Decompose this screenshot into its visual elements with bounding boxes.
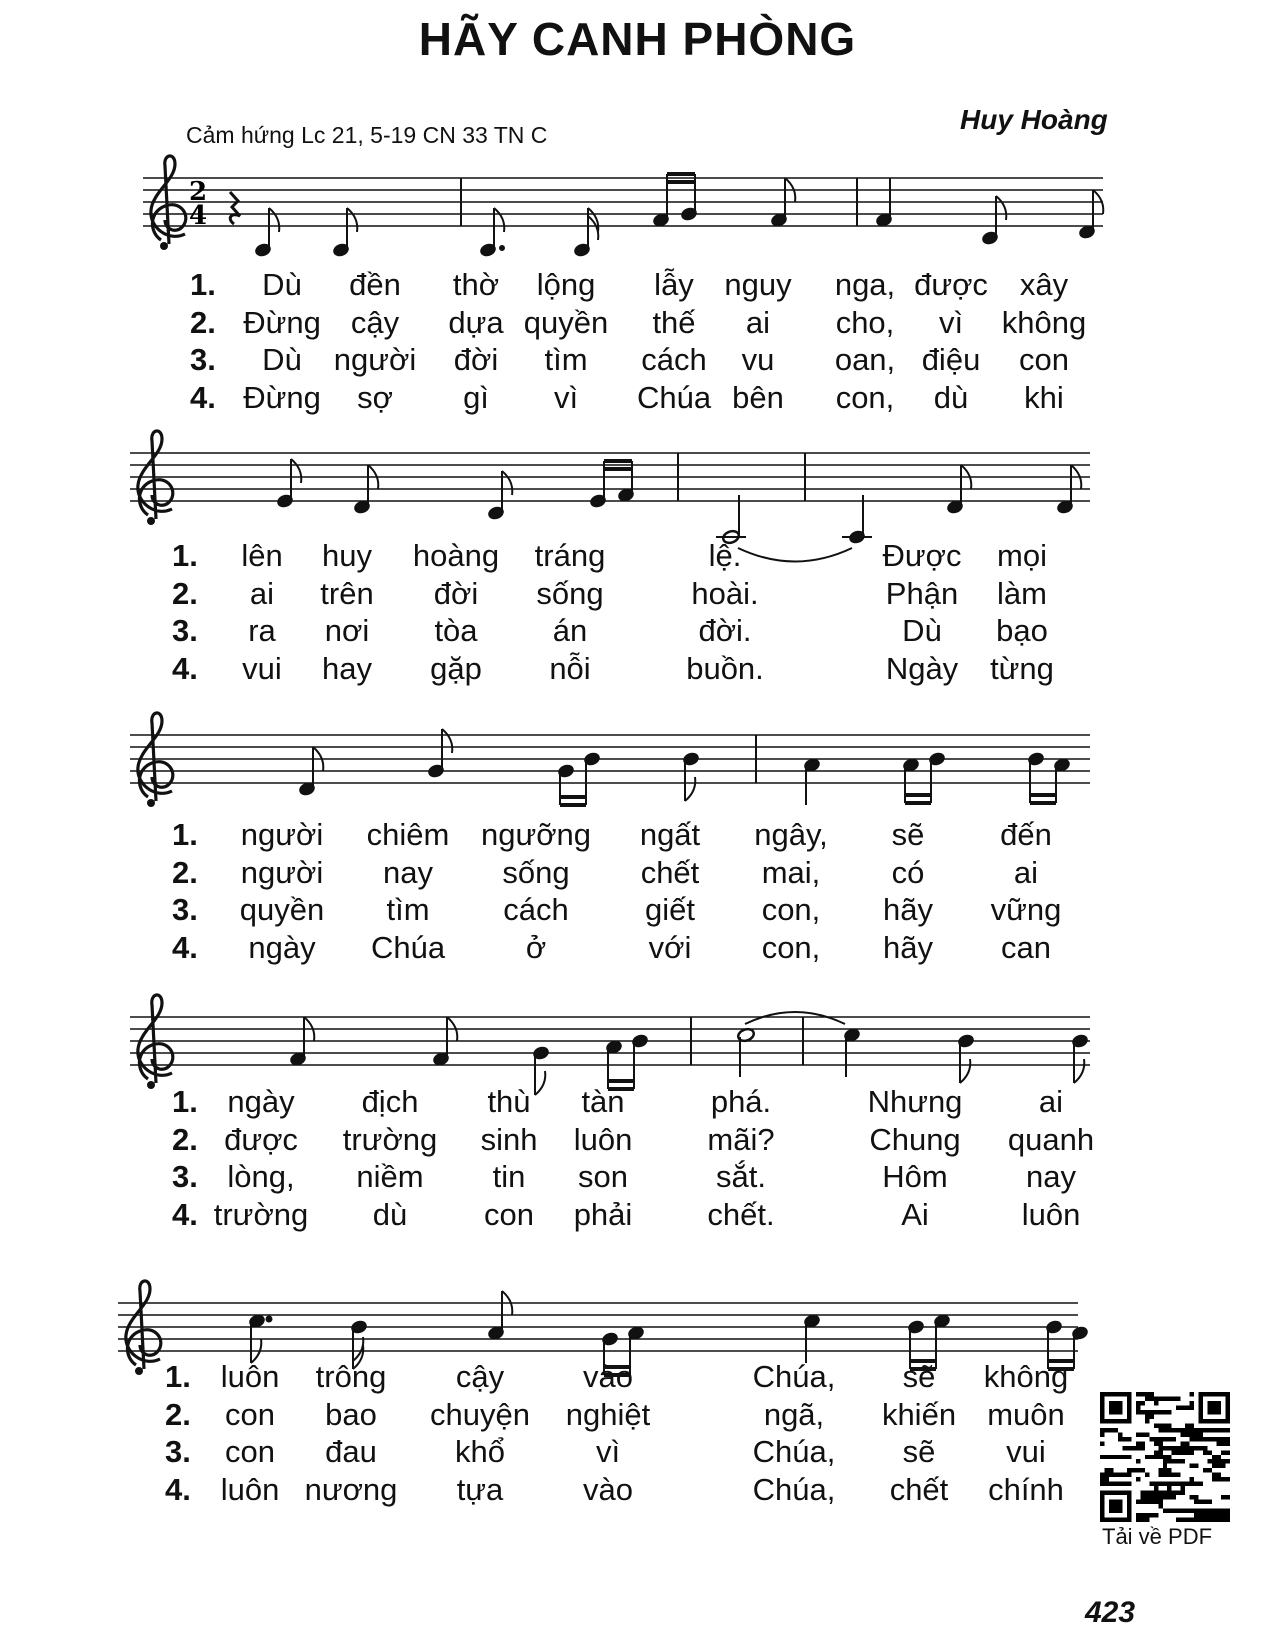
verse-number: 4.: [172, 650, 198, 686]
lyric-syllable: con,: [761, 929, 821, 965]
verse-row: [0, 1358, 1275, 1396]
lyric-syllable: son: [578, 1159, 628, 1194]
lyric-syllable: khổ: [455, 1434, 505, 1469]
verse-row: [0, 854, 1275, 892]
lyric-syllable: được: [914, 267, 988, 302]
lyric-syllable: con: [225, 1396, 275, 1432]
lyric-syllable: can: [1001, 929, 1051, 965]
lyric-syllable: quanh: [1007, 1121, 1095, 1157]
verse-row: [0, 575, 1275, 613]
lyric-syllable: sẽ: [902, 1359, 936, 1394]
verse-number: 4.: [172, 1196, 198, 1232]
lyric-syllable: không: [983, 1359, 1069, 1394]
lyric-syllable: vui: [242, 650, 282, 686]
lyric-syllable: vu: [741, 342, 775, 377]
lyric-syllable: được: [224, 1121, 298, 1157]
lyric-syllable: sinh: [480, 1121, 538, 1157]
lyric-syllable: cho,: [835, 304, 895, 340]
lyric-syllable: con,: [835, 379, 895, 415]
verse-number: 3.: [172, 1159, 198, 1194]
lyric-syllable: tin: [492, 1159, 526, 1194]
lyric-syllable: tòa: [434, 613, 478, 648]
verse-row: [0, 1471, 1275, 1509]
lyric-syllable: buồn.: [686, 650, 764, 686]
lyric-syllable: cậy: [350, 304, 400, 340]
lyric-syllable: hoàng: [412, 538, 500, 573]
lyric-syllable: Hôm: [882, 1159, 948, 1194]
lyric-syllable: chết: [640, 854, 700, 890]
verse-number: 2.: [190, 304, 216, 340]
lyric-syllable: Chúa,: [752, 1434, 836, 1469]
verse-number: 2.: [165, 1396, 191, 1432]
composer-name: Huy Hoàng: [960, 104, 1108, 135]
lyric-syllable: vào: [583, 1471, 633, 1507]
lyric-syllable: nỗi: [549, 650, 591, 686]
verse-number: 4.: [165, 1471, 191, 1507]
verse-row: [0, 1158, 1275, 1196]
lyric-syllable: quyền: [523, 304, 609, 340]
lyric-syllable: làm: [997, 575, 1047, 611]
treble-clef-icon: [138, 713, 173, 807]
lyric-syllable: Chúa,: [752, 1471, 836, 1507]
verse-number: 1.: [172, 817, 198, 852]
verse-number: 3.: [172, 892, 198, 927]
verse-number: 4.: [190, 379, 216, 415]
verse-row: [0, 304, 1275, 342]
lyric-syllable: hay: [322, 650, 372, 686]
lyric-syllable: thờ: [452, 267, 500, 302]
lyric-syllable: người: [333, 342, 417, 377]
lyric-syllable: vào: [583, 1359, 633, 1394]
lyric-syllable: án: [552, 613, 588, 648]
lyric-syllable: con: [484, 1196, 534, 1232]
lyric-syllable: ai: [1038, 1084, 1064, 1119]
lyric-syllable: bao: [325, 1396, 377, 1432]
lyric-syllable: ai: [745, 304, 771, 340]
lyric-syllable: nay: [1026, 1159, 1076, 1194]
quarter-rest-icon: [230, 192, 240, 224]
lyric-syllable: trường: [213, 1196, 309, 1232]
lyric-syllable: muôn: [987, 1396, 1065, 1432]
lyric-syllable: gặp: [430, 650, 482, 686]
lyric-syllable: sống: [502, 854, 570, 890]
verse-number: 2.: [172, 854, 198, 890]
lyric-syllable: xây: [1019, 267, 1069, 302]
lyric-syllable: từng: [990, 650, 1054, 686]
verse-row: [0, 650, 1275, 688]
lyric-syllable: hãy: [883, 892, 933, 927]
lyric-syllable: gì: [463, 379, 489, 415]
lyric-syllable: nương: [304, 1471, 398, 1507]
verse-row: [0, 816, 1275, 854]
lyric-syllable: huy: [322, 538, 372, 573]
lyric-syllable: ngã,: [763, 1396, 825, 1432]
lyric-syllable: đền: [349, 267, 401, 302]
lyric-syllable: chính: [988, 1471, 1064, 1507]
lyric-syllable: cách: [641, 342, 707, 377]
lyric-syllable: địch: [361, 1084, 419, 1119]
lyric-syllable: Chúa: [370, 929, 446, 965]
lyric-syllable: Chúa: [636, 379, 712, 415]
staff-system-1: [143, 156, 1103, 257]
lyric-syllable: dù: [933, 379, 969, 415]
lyric-syllable: đời.: [698, 613, 752, 648]
lyric-syllable: Chung: [869, 1121, 961, 1157]
verse-row: [0, 891, 1275, 929]
lyric-syllable: chiêm: [366, 817, 450, 852]
lyric-syllable: thế: [652, 304, 696, 340]
lyric-syllable: dựa: [448, 304, 504, 340]
lyric-syllable: hãy: [883, 929, 933, 965]
lyric-syllable: ngày: [248, 929, 316, 965]
lyric-syllable: Đừng: [243, 304, 321, 340]
lyric-syllable: Được: [882, 538, 962, 573]
lyric-syllable: sống: [536, 575, 604, 611]
lyric-syllable: oan,: [834, 342, 896, 377]
lyric-syllable: niềm: [356, 1159, 424, 1194]
lyric-syllable: có: [891, 854, 925, 890]
lyric-syllable: phá.: [710, 1084, 772, 1119]
lyric-syllable: nay: [383, 854, 433, 890]
lyric-syllable: mai,: [761, 854, 821, 890]
lyric-syllable: lẫy: [654, 267, 694, 302]
time-signature-bottom: 4: [189, 201, 208, 231]
lyric-syllable: ngưỡng: [480, 817, 592, 852]
lyric-syllable: Nhưng: [867, 1084, 963, 1119]
verse-row: [0, 1433, 1275, 1471]
lyric-syllable: ngày: [227, 1084, 295, 1119]
lyric-syllable: con,: [761, 892, 821, 927]
verse-row: [0, 537, 1275, 575]
treble-clef-icon: [151, 156, 186, 250]
lyric-syllable: đau: [325, 1434, 377, 1469]
verse-number: 1.: [172, 538, 198, 573]
lyric-syllable: bạo: [996, 613, 1048, 648]
lyric-syllable: tráng: [534, 538, 606, 573]
staff-system-3: [130, 713, 1090, 807]
lyric-syllable: phải: [573, 1196, 633, 1232]
lyric-syllable: Ai: [901, 1196, 929, 1232]
lyric-syllable: con: [1019, 342, 1069, 377]
lyric-syllable: luôn: [220, 1471, 280, 1507]
verse-row: [0, 1083, 1275, 1121]
lyric-syllable: đời: [433, 575, 479, 611]
verse-row: [0, 612, 1275, 650]
lyric-syllable: nơi: [324, 613, 370, 648]
lyric-syllable: Chúa,: [752, 1359, 836, 1394]
lyric-syllable: sẽ: [902, 1434, 936, 1469]
lyric-syllable: Dù: [262, 342, 302, 377]
lyric-syllable: người: [240, 854, 324, 890]
lyric-syllable: vì: [595, 1434, 621, 1469]
lyric-syllable: hoài.: [691, 575, 759, 611]
treble-clef-icon: [138, 431, 173, 525]
qr-download-label[interactable]: Tải về PDF: [1102, 1524, 1213, 1549]
lyric-syllable: Ngày: [885, 650, 959, 686]
lyric-syllable: tàn: [581, 1084, 625, 1119]
lyric-syllable: vì: [553, 379, 579, 415]
lyric-syllable: ai: [1013, 854, 1039, 890]
lyric-syllable: tựa: [456, 1471, 504, 1507]
verse-number: 3.: [165, 1434, 191, 1469]
lyric-syllable: tìm: [544, 342, 588, 377]
lyric-syllable: dù: [372, 1196, 408, 1232]
lyric-syllable: quyền: [239, 892, 325, 927]
lyric-syllable: nghiệt: [565, 1396, 651, 1432]
lyric-syllable: ngất: [639, 817, 701, 852]
lyric-syllable: mãi?: [707, 1121, 775, 1157]
lyric-syllable: cậy: [455, 1359, 505, 1394]
lyric-syllable: trường: [342, 1121, 438, 1157]
lyric-syllable: nguy: [724, 267, 792, 302]
lyric-syllable: Dù: [902, 613, 942, 648]
lyric-syllable: lệ.: [708, 538, 742, 573]
verse-number: 2.: [172, 1121, 198, 1157]
verse-row: [0, 1396, 1275, 1434]
scripture-source: Cảm hứng Lc 21, 5-19 CN 33 TN C: [186, 122, 548, 148]
verse-row: [0, 379, 1275, 417]
lyric-syllable: giết: [645, 892, 695, 927]
lyric-syllable: lên: [241, 538, 283, 573]
lyric-syllable: ai: [249, 575, 275, 611]
lyric-syllable: nga,: [834, 267, 896, 302]
verse-number: 2.: [172, 575, 198, 611]
lyric-syllable: đời: [453, 342, 499, 377]
verse-number: 4.: [172, 929, 198, 965]
verse-row: [0, 1121, 1275, 1159]
lyric-syllable: điệu: [921, 342, 981, 377]
lyric-syllable: luôn: [1021, 1196, 1081, 1232]
verse-row: [0, 1196, 1275, 1234]
verse-row: [0, 929, 1275, 967]
lyric-syllable: Phận: [885, 575, 959, 611]
time-signature-top: 2: [189, 177, 208, 207]
lyric-syllable: luôn: [573, 1121, 633, 1157]
verse-row: [0, 341, 1275, 379]
lyric-syllable: đến: [1000, 817, 1052, 852]
lyric-syllable: sợ: [357, 379, 393, 415]
verse-row: [0, 266, 1275, 304]
lyric-syllable: ở: [525, 929, 547, 965]
lyric-syllable: thù: [487, 1084, 531, 1119]
lyric-syllable: chết.: [707, 1196, 775, 1232]
qr-code-icon[interactable]: [1100, 1392, 1230, 1522]
lyric-syllable: khiến: [881, 1396, 957, 1432]
lyric-syllable: vì: [938, 304, 964, 340]
lyric-syllable: vững: [990, 892, 1062, 927]
verse-number: 1.: [165, 1359, 191, 1394]
treble-clef-icon: [138, 995, 173, 1089]
lyric-syllable: mọi: [997, 538, 1047, 573]
lyric-syllable: sắt.: [716, 1159, 766, 1194]
lyric-syllable: luôn: [220, 1359, 280, 1394]
verse-number: 3.: [190, 342, 216, 377]
lyric-syllable: trên: [320, 575, 374, 611]
lyric-syllable: Đừng: [243, 379, 321, 415]
lyric-syllable: người: [240, 817, 324, 852]
lyric-syllable: khi: [1024, 379, 1064, 415]
lyric-syllable: lộng: [536, 267, 596, 302]
lyric-syllable: chết: [889, 1471, 949, 1507]
lyric-syllable: lòng,: [227, 1159, 295, 1194]
lyric-syllable: vui: [1006, 1434, 1046, 1469]
lyric-syllable: tìm: [386, 892, 430, 927]
lyric-syllable: với: [648, 929, 692, 965]
lyric-syllable: ngây,: [754, 817, 828, 852]
lyric-syllable: cách: [503, 892, 569, 927]
lyric-syllable: con: [225, 1434, 275, 1469]
lyric-syllable: bên: [732, 379, 784, 415]
page-number: 423: [1085, 1596, 1136, 1629]
verse-number: 1.: [190, 267, 216, 302]
lyric-syllable: ra: [248, 613, 276, 648]
lyric-syllable: sẽ: [891, 817, 925, 852]
verse-number: 3.: [172, 613, 198, 648]
lyric-syllable: trông: [315, 1359, 387, 1394]
staff-system-4: [130, 995, 1090, 1095]
verse-number: 1.: [172, 1084, 198, 1119]
lyric-syllable: không: [1001, 304, 1087, 340]
lyric-syllable: Dù: [262, 267, 302, 302]
song-title: HÃY CANH PHÒNG: [418, 13, 857, 65]
lyric-syllable: chuyện: [430, 1396, 530, 1432]
